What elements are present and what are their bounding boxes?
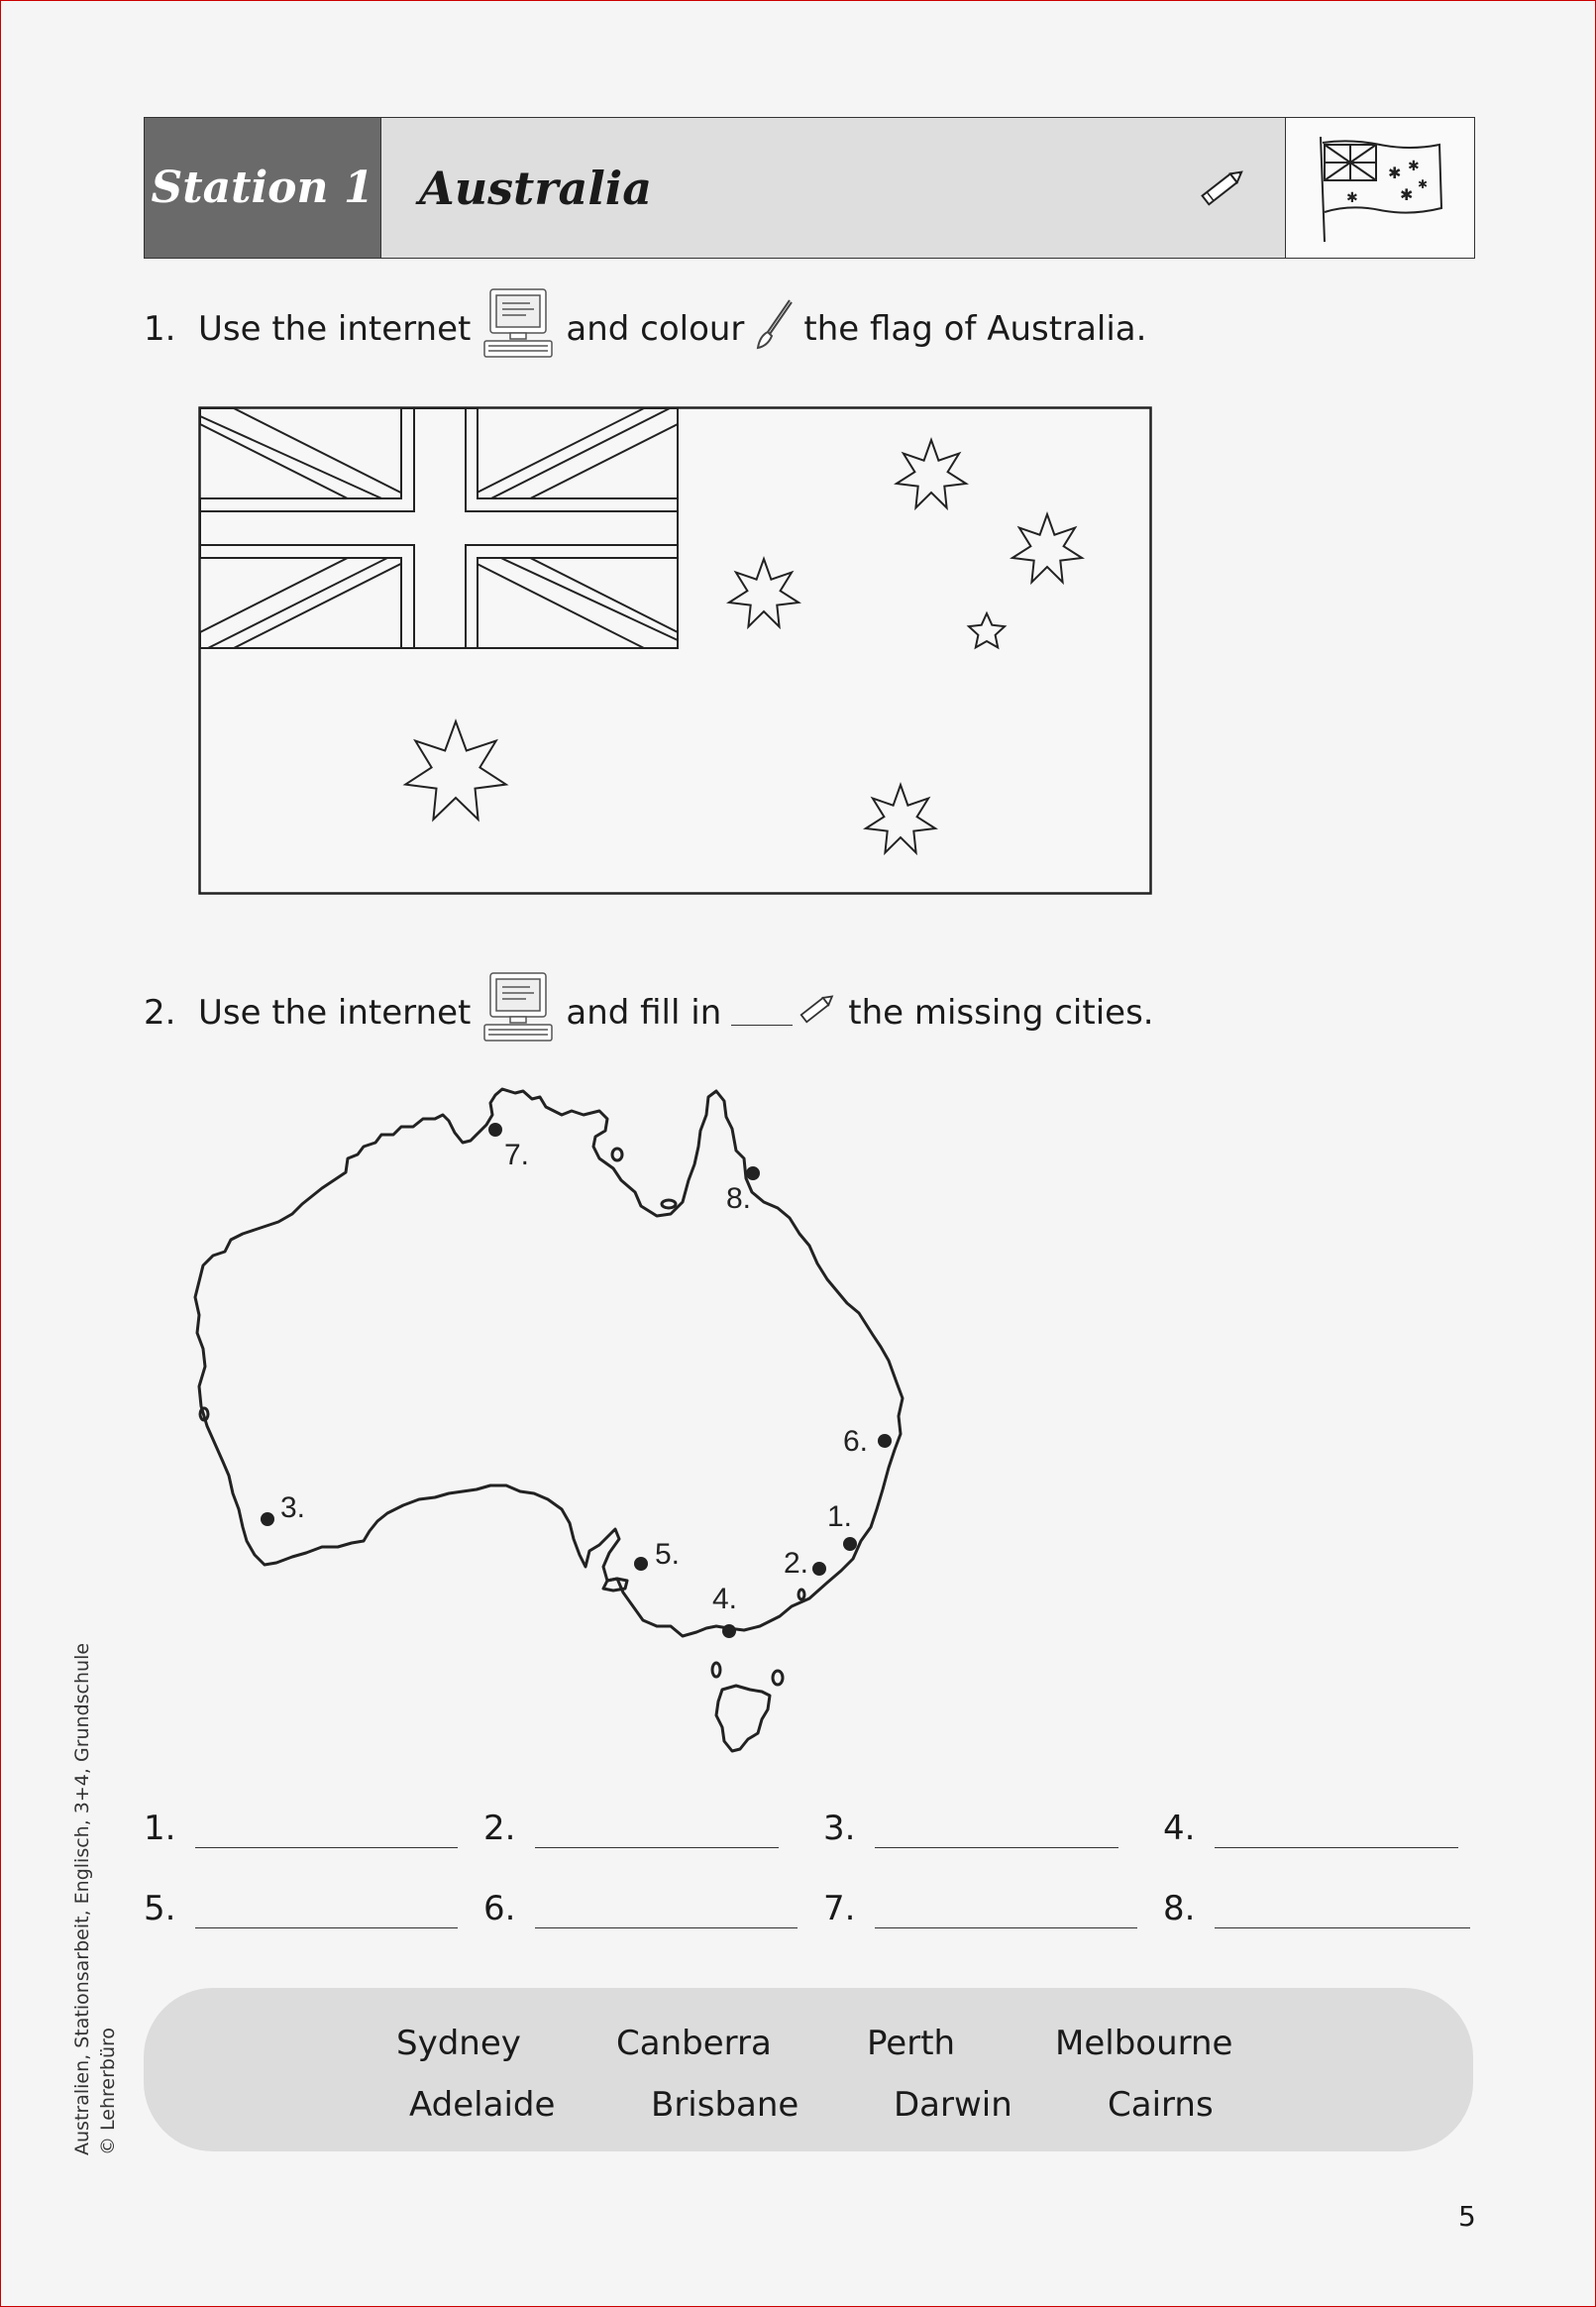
map-label-1: 1. (827, 1500, 853, 1533)
map-label-8: 8. (726, 1182, 752, 1215)
task-text: the flag of Australia. (803, 308, 1147, 349)
answer-number: 1. (144, 1809, 176, 1848)
word-sydney: Sydney (396, 2024, 521, 2063)
city-dot-2 (812, 1562, 826, 1576)
australia-map (193, 1085, 926, 1763)
answer-number: 8. (1163, 1889, 1196, 1928)
answer-line[interactable] (535, 1894, 798, 1928)
word-brisbane: Brisbane (651, 2085, 799, 2125)
flag-sketch-icon (1285, 118, 1474, 258)
svg-text:✱: ✱ (1400, 184, 1414, 204)
answer-line[interactable] (195, 1813, 458, 1848)
map-label-5: 5. (655, 1538, 681, 1571)
city-dot-7 (488, 1123, 502, 1137)
answer-number: 7. (823, 1889, 856, 1928)
answer-line[interactable] (535, 1813, 779, 1848)
city-dot-4 (722, 1624, 736, 1638)
australia-flag-outline[interactable] (198, 406, 1154, 900)
side-credit-line-1: Australien, Stationsarbeit, Englisch, 3+4, Grundschule (71, 1642, 93, 2155)
svg-text:✱: ✱ (1346, 189, 1358, 206)
map-label-6: 6. (843, 1425, 869, 1458)
side-credit-line-2: © Lehrerbüro (97, 2027, 119, 2155)
word-cairns: Cairns (1108, 2085, 1214, 2125)
answer-1[interactable] (144, 1809, 458, 1848)
city-dot-3 (261, 1512, 274, 1526)
task-text: Use the internet (198, 992, 472, 1033)
page-title (381, 118, 1285, 258)
answer-number: 2. (483, 1809, 516, 1848)
pencil-icon (1196, 165, 1247, 222)
answer-5[interactable] (144, 1889, 458, 1928)
computer-icon (480, 971, 556, 1053)
task-1 (144, 287, 1146, 370)
map-label-2: 2. (784, 1547, 809, 1580)
answer-number: 3. (823, 1809, 856, 1848)
word-darwin: Darwin (894, 2085, 1012, 2125)
answer-line[interactable] (195, 1894, 458, 1928)
answer-number: 4. (1163, 1809, 1196, 1848)
word-bank (144, 1988, 1473, 2151)
answer-line[interactable] (1215, 1894, 1470, 1928)
task-2 (144, 971, 1154, 1053)
answer-4[interactable] (1163, 1809, 1458, 1848)
blank-line-example (731, 999, 793, 1026)
answer-line[interactable] (875, 1813, 1118, 1848)
answer-number: 5. (144, 1889, 176, 1928)
task-text: the missing cities. (848, 992, 1154, 1033)
side-credit (69, 1643, 121, 2155)
svg-text:✱: ✱ (1408, 158, 1420, 174)
answer-3[interactable] (823, 1809, 1118, 1848)
tasmania-outline (716, 1686, 770, 1751)
task-text: and fill in (566, 992, 722, 1033)
station-label: Station 1 (145, 118, 381, 258)
station-header (144, 117, 1475, 259)
task-text: and colour (566, 308, 745, 349)
task-number: 2. (144, 992, 176, 1033)
answer-2[interactable] (483, 1809, 779, 1848)
map-label-4: 4. (712, 1583, 738, 1615)
svg-text:✱: ✱ (1388, 163, 1402, 182)
answer-6[interactable] (483, 1889, 798, 1928)
city-dot-1 (843, 1537, 857, 1551)
word-adelaide: Adelaide (409, 2085, 556, 2125)
answer-8[interactable] (1163, 1889, 1470, 1928)
word-melbourne: Melbourne (1055, 2024, 1233, 2063)
answer-7[interactable] (823, 1889, 1137, 1928)
city-dot-6 (878, 1434, 892, 1448)
computer-icon (480, 287, 556, 370)
word-perth: Perth (867, 2024, 956, 2063)
city-dot-5 (634, 1557, 648, 1571)
task-text: Use the internet (198, 308, 472, 349)
brush-icon (754, 298, 794, 359)
page-number: 5 (1458, 2200, 1476, 2233)
answer-line[interactable] (1215, 1813, 1458, 1848)
city-dot-8 (746, 1166, 760, 1180)
svg-text:✱: ✱ (1418, 176, 1429, 191)
word-canberra: Canberra (616, 2024, 772, 2063)
kangaroo-island (603, 1579, 627, 1591)
map-label-7: 7. (504, 1139, 530, 1171)
map-label-3: 3. (280, 1491, 306, 1524)
task-number: 1. (144, 308, 176, 349)
answer-line[interactable] (875, 1894, 1137, 1928)
title-text: Australia (419, 161, 653, 215)
pencil-icon (798, 991, 838, 1034)
answer-number: 6. (483, 1889, 516, 1928)
